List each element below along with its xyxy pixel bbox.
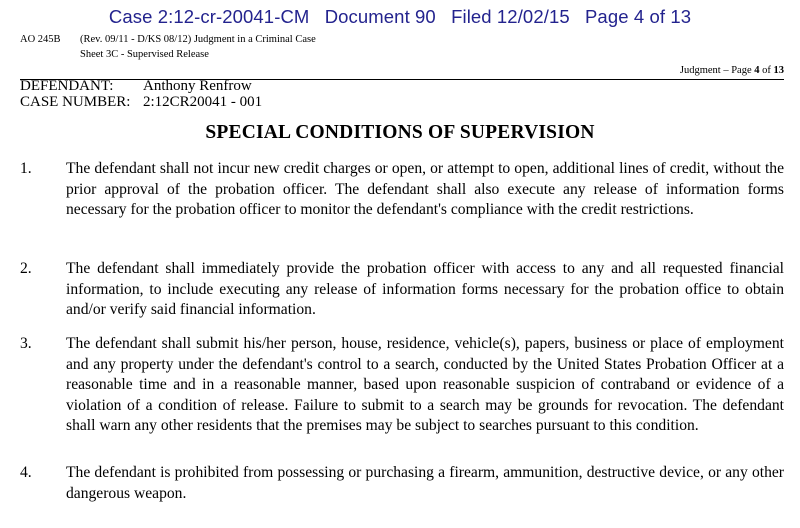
condition-item (20, 463, 784, 504)
form-sheet: Sheet 3C - Supervised Release (80, 49, 209, 60)
judgment-page-total: 13 (773, 65, 784, 76)
judgment-page-of: of (759, 65, 774, 76)
defendant-label: DEFENDANT: (20, 78, 114, 94)
condition-number: 4. (20, 464, 32, 481)
judgment-page-ref (680, 65, 784, 76)
condition-item (20, 159, 784, 221)
condition-number: 1. (20, 160, 32, 177)
condition-text: The defendant shall not incur new credit charges or open, or attempt to open, additional lines of credit, without the prior approval of the probation officer. The defendant shall also execute any release of information forms necessary for the probation officer to monitor the defendant's compliance with the credit restrictions. (66, 160, 784, 219)
condition-text: The defendant shall submit his/her person, house, residence, vehicle(s), papers, business or place of employment and any property under the defendant's control to a search, conducted by the United States Probation Officer at a reasonable time and in a reasonable manner, based upon reasonable suspicion of contraband or evidence of a violation of a condition of release. Failure to submit to a search may be grounds for revocation. The defendant shall warn any other residents that the premises may be subject to searches pursuant to this condition. (66, 335, 784, 435)
case-id: Case 2:12-cr-20041-CM (108, 6, 310, 27)
court-filing-header (0, 6, 800, 28)
case-number-row (20, 94, 262, 111)
form-revision: (Rev. 09/11 - D/KS 08/12) Judgment in a Criminal Case (80, 34, 316, 45)
condition-item (20, 334, 784, 437)
filed-date: Filed 12/02/15 (451, 6, 570, 27)
judgment-page-current: 4 (754, 65, 760, 76)
condition-item (20, 259, 784, 321)
defendant-row (20, 78, 252, 95)
page-title: SPECIAL CONDITIONS OF SUPERVISION (205, 122, 595, 143)
judgment-page-prefix: Judgment – Page (679, 65, 755, 76)
condition-number: 2. (20, 260, 32, 277)
defendant-name: Anthony Renfrow (143, 78, 252, 94)
condition-text: The defendant is prohibited from possessing or purchasing a firearm, ammunition, destructive device, or any other dangerous weapon. (66, 464, 784, 502)
form-revision-line (20, 34, 316, 45)
case-number-value: 2:12CR20041 - 001 (143, 94, 263, 110)
condition-text: The defendant shall immediately provide the probation officer with access to any and all requested financial information, to include executing any release of information forms necessary for the probation office to obtain and/or verify said financial information. (66, 260, 784, 319)
case-number-label: CASE NUMBER: (20, 94, 131, 110)
document-number: Document 90 (324, 6, 436, 27)
form-code: AO 245B (20, 34, 61, 45)
page-indicator: Page 4 of 13 (584, 6, 692, 27)
condition-number: 3. (20, 335, 32, 352)
